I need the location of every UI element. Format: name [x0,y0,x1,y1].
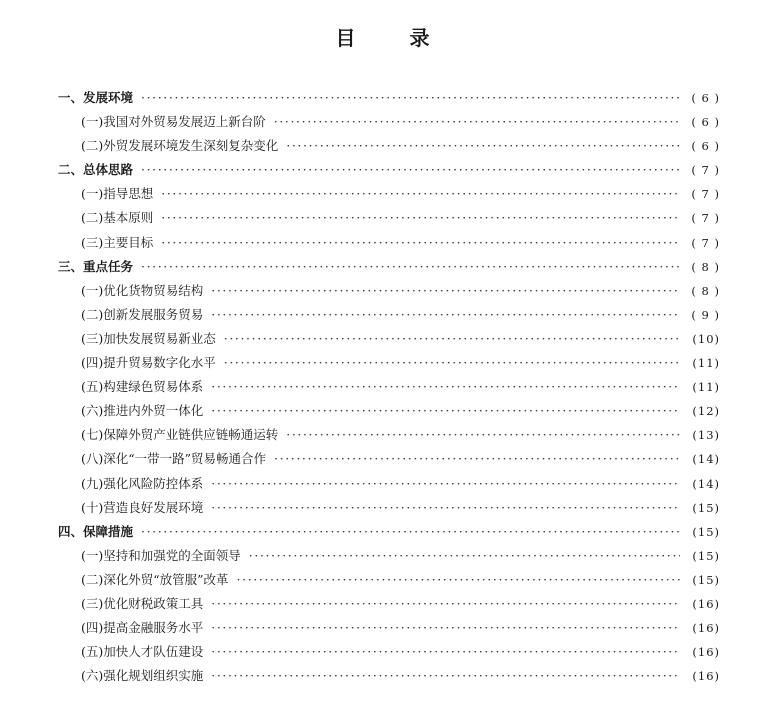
toc-entry-label: (二)深化外贸“放管服”改革 [81,571,229,587]
toc-page-number: (14) [692,476,720,491]
toc-section-entry[interactable] [0,158,767,182]
toc-page-number: (16) [692,621,720,636]
dot-leader [141,520,680,544]
toc-subsection-entry[interactable] [0,375,767,399]
toc-entry-label: (二)创新发展服务贸易 [81,306,204,322]
toc-entry-label: (七)保障外贸产业链供应链畅通运转 [81,427,279,443]
toc-page-number: (16) [692,596,720,611]
toc-subsection-entry[interactable] [0,110,767,134]
toc-entry-label: (二)基本原则 [81,210,154,226]
toc-page-number: ( 8 ) [691,283,720,298]
dot-leader [141,255,680,279]
toc-page-number: ( 7 ) [691,187,720,202]
dot-leader [211,640,680,664]
toc-page-number: ( 9 ) [691,307,720,322]
toc-subsection-entry[interactable] [0,592,767,616]
toc-entry-label: (五)构建绿色贸易体系 [81,379,204,395]
toc-entry-label: (三)主要目标 [81,234,154,250]
toc-subsection-entry[interactable] [0,303,767,327]
toc-page-number: ( 7 ) [691,235,720,250]
dot-leader [161,206,680,230]
toc-entry-label: (二)外贸发展环境发生深刻复杂变化 [81,138,279,154]
dot-leader [211,616,680,640]
toc-subsection-entry[interactable] [0,134,767,158]
toc-page-number: (15) [692,548,720,563]
title-char-left: 目 [335,26,358,50]
toc-page-number: ( 6 ) [691,91,720,105]
toc-page-number: (15) [692,500,720,515]
dot-leader [161,182,680,206]
toc-subsection-entry[interactable] [0,616,767,640]
toc-page-number: (15) [692,524,720,539]
dot-leader [274,110,680,134]
dot-leader [211,496,680,520]
toc-entry-label: (八)深化“一带一路”贸易畅通合作 [81,451,267,467]
toc-subsection-entry[interactable] [0,327,767,351]
toc-entry-label: (三)优化财税政策工具 [81,595,204,611]
toc-entry-label: 二、总体思路 [58,162,134,178]
toc-page-number: (16) [692,645,720,660]
toc-entry-label: (一)我国对外贸易发展迈上新台阶 [81,114,266,130]
dot-leader [211,664,680,688]
dot-leader [211,375,680,399]
toc-subsection-entry[interactable] [0,447,767,471]
page-title [0,22,767,51]
toc-page-number: ( 7 ) [691,163,720,178]
toc-entry-label: (十)营造良好发展环境 [81,499,204,515]
toc-page-number: (10) [692,331,720,346]
toc-entry-label: 四、保障措施 [58,523,134,539]
toc-entry-label: (六)强化规划组织实施 [81,668,204,684]
toc-entry-label: 一、发展环境 [58,90,134,105]
dot-leader [211,279,680,303]
toc-entry-label: (六)推进内外贸一体化 [81,403,204,419]
dot-leader [161,231,680,255]
dot-leader [224,327,680,351]
toc-subsection-entry[interactable] [0,231,767,255]
dot-leader [286,423,680,447]
dot-leader [211,303,680,327]
dot-leader [141,158,680,182]
toc-subsection-entry[interactable] [0,472,767,496]
toc-entry-label: (四)提升贸易数字化水平 [81,355,216,371]
toc-page-number: (15) [692,572,720,587]
toc-subsection-entry[interactable] [0,496,767,520]
toc-subsection-entry[interactable] [0,279,767,303]
dot-leader [237,568,680,592]
toc-subsection-entry[interactable] [0,664,767,688]
toc-entry-label: 三、重点任务 [58,258,134,274]
toc-entry-label: (四)提高金融服务水平 [81,620,204,636]
toc-page-number: (13) [692,428,720,443]
toc-subsection-entry[interactable] [0,399,767,423]
toc-entry-label: (一)坚持和加强党的全面领导 [81,547,241,563]
toc-section-entry[interactable] [0,520,767,544]
dot-leader [141,86,680,110]
dot-leader [211,399,680,423]
toc-section-entry[interactable] [0,86,767,110]
table-of-contents [0,86,767,688]
toc-entry-label: (五)加快人才队伍建设 [81,644,204,660]
toc-page-number: ( 6 ) [691,115,720,130]
toc-section-entry[interactable] [0,255,767,279]
toc-page-number: ( 8 ) [691,259,720,274]
toc-subsection-entry[interactable] [0,206,767,230]
toc-entry-label: (三)加快发展贸易新业态 [81,330,216,346]
dot-leader [249,544,680,568]
toc-page-number: (14) [692,452,720,467]
toc-subsection-entry[interactable] [0,544,767,568]
toc-page-number: ( 6 ) [691,139,720,154]
toc-entry-label: (一)优化货物贸易结构 [81,282,204,298]
dot-leader [274,447,680,471]
toc-page-number: ( 7 ) [691,211,720,226]
toc-page-number: (12) [692,404,720,419]
toc-entry-label: (一)指导思想 [81,186,154,202]
toc-page-number: (11) [692,356,720,371]
toc-page-number: (11) [692,380,720,395]
title-char-right: 录 [409,26,432,50]
toc-subsection-entry[interactable] [0,568,767,592]
dot-leader [211,472,680,496]
toc-subsection-entry[interactable] [0,351,767,375]
toc-entry-label: (九)强化风险防控体系 [81,475,204,491]
dot-leader [211,592,680,616]
toc-subsection-entry[interactable] [0,182,767,206]
toc-subsection-entry[interactable] [0,640,767,664]
toc-subsection-entry[interactable] [0,423,767,447]
dot-leader [286,134,680,158]
toc-page-number: (16) [692,669,720,684]
dot-leader [224,351,680,375]
